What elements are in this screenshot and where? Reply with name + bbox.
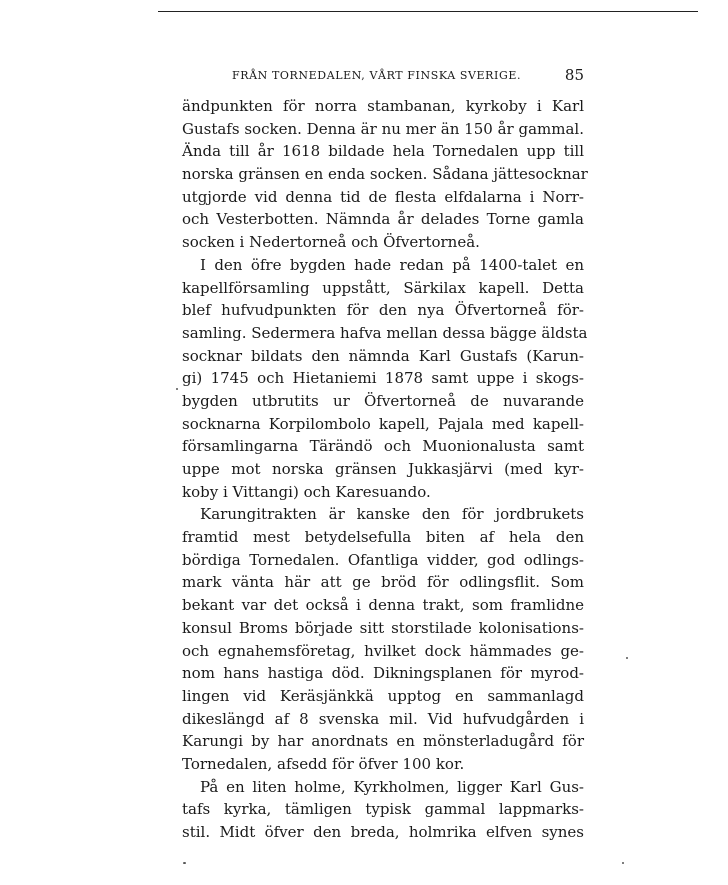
text-line: blef hufvudpunkten för den nya Öfvertorneå för- [182, 301, 584, 320]
text-line: framtid mest betydelsefulla biten af hela den [182, 528, 584, 547]
text-line: uppe mot norska gränsen Jukkasjärvi (med kyr- [182, 460, 584, 478]
text-line: socknar bildats den nämnda Karl Gustafs (Karun- [182, 346, 584, 365]
scan-speck [183, 862, 186, 864]
text-line: gi) 1745 och Hietaniemi 1878 samt uppe i skogs- [182, 369, 584, 388]
text-line: dikeslängd af 8 svenska mil. Vid hufvudgården i [182, 709, 584, 728]
text-line: samling. Sedermera hafva mellan dessa bägge äldsta [182, 323, 588, 342]
text-line: tafs kyrka, tämligen typisk gammal lappmarks- [182, 800, 584, 819]
text-line: socknarna Korpilombolo kapell, Pajala med kapell- [182, 414, 584, 433]
text-line: kapellförsamling uppstått, Särkilax kapell. Detta [182, 278, 584, 297]
text-line: bygden utbrutits ur Öfvertorneå de nuvarande [182, 391, 584, 410]
text-line: stil. Midt öfver den breda, holmrika elfven synes [182, 823, 584, 841]
scan-speck [176, 388, 178, 390]
body-text [182, 95, 588, 844]
text-line: På en liten holme, Kyrkholmen, ligger Karl Gus- [200, 777, 584, 796]
text-line: Ända till år 1618 bildade hela Tornedalen upp till [182, 142, 584, 161]
text-line: utgjorde vid denna tid de flesta elfdalarna i Norr- [182, 187, 584, 206]
text-line: Karungi by har anordnats en mönsterladugård för [182, 732, 584, 751]
page-number: 85 [564, 66, 584, 84]
text-line: bördiga Tornedalen. Ofantliga vidder, god odlings- [182, 550, 584, 569]
text-line: ändpunkten för norra stambanan, kyrkoby i Karl [182, 97, 584, 115]
text-line: norska gränsen en enda socken. Sådana jättesocknar [182, 165, 588, 184]
text-line: socken i Nedertorneå och Öfvertorneå. [182, 233, 480, 252]
text-line: Tornedalen, afsedd för öfver 100 kor. [182, 754, 465, 773]
running-title: FRÅN TORNEDALEN, VÅRT FINSKA SVERIGE. [232, 69, 522, 82]
text-line: nom hans hastiga död. Dikningsplanen för myrod- [182, 664, 584, 683]
text-line: Karungitrakten är kanske den för jordbrukets [200, 505, 584, 524]
scan-speck [626, 657, 628, 659]
top-rule [158, 11, 698, 12]
scan-speck [622, 862, 624, 864]
text-line: lingen vid Keräsjänkkä upptog en sammanlagd [182, 686, 584, 705]
text-line: konsul Broms började sitt storstilade kolonisations- [182, 618, 584, 637]
text-line: mark vänta här att ge bröd för odlingsflit. Som [182, 573, 584, 592]
text-line: församlingarna Tärändö och Muonionalusta samt [182, 437, 584, 456]
text-line: I den öfre bygden hade redan på 1400-talet en [200, 255, 584, 274]
text-line: Gustafs socken. Denna är nu mer än 150 år gammal. [182, 119, 584, 138]
text-line: koby i Vittangi) och Karesuando. [182, 482, 431, 501]
text-line: och egnahemsföretag, hvilket dock hämmades ge- [182, 641, 584, 660]
text-line: bekant var det också i denna trakt, som framlidne [182, 596, 584, 615]
running-head [232, 66, 592, 86]
text-line: och Vesterbotten. Nämnda år delades Torne gamla [182, 210, 584, 229]
